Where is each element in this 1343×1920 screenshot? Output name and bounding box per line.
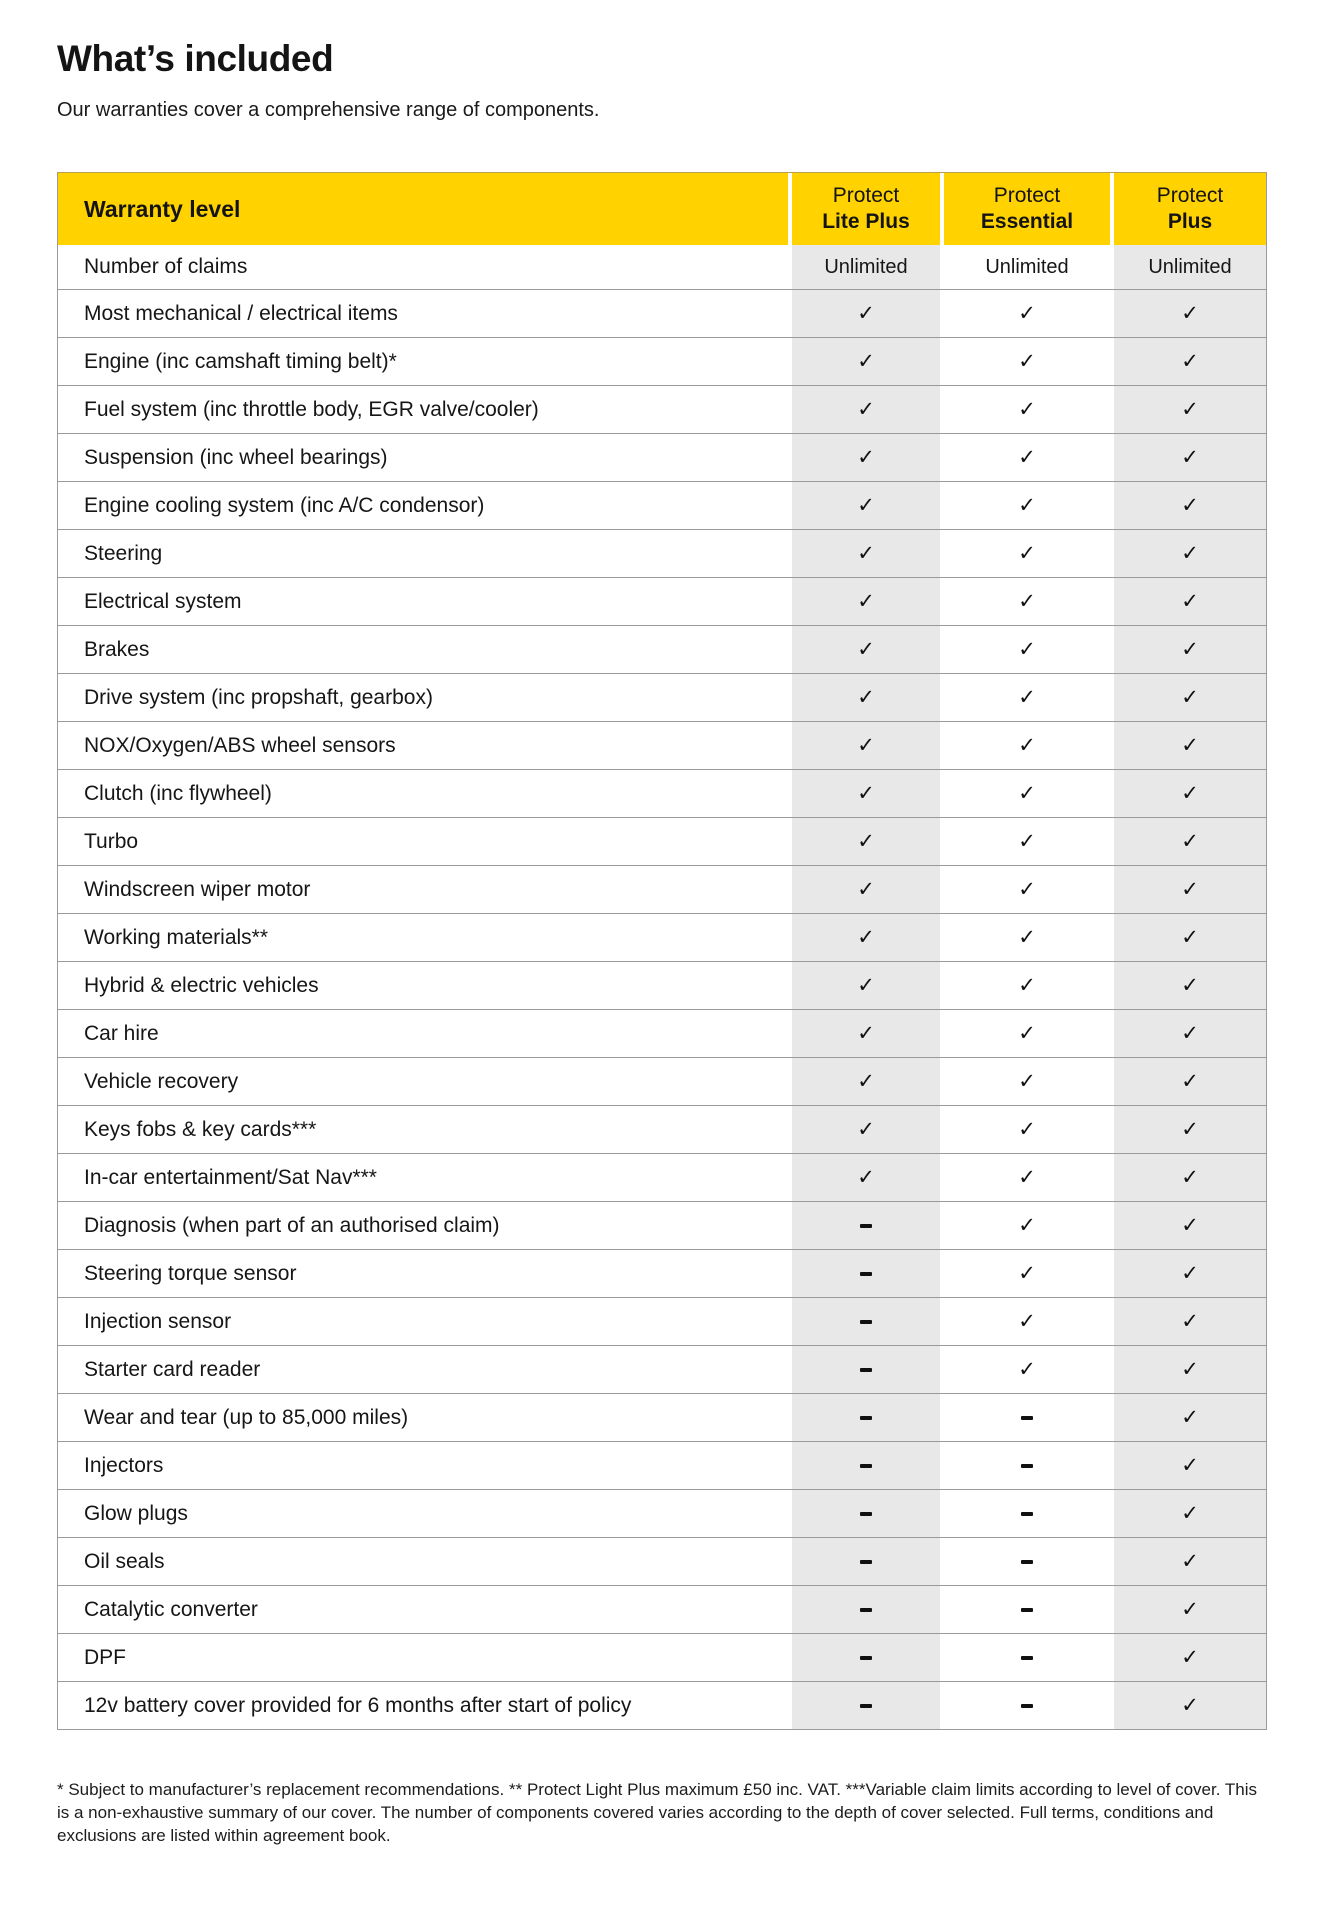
- plus-value-cell: Unlimited: [1114, 245, 1266, 289]
- feature-label: Windscreen wiper motor: [58, 866, 788, 913]
- check-icon: ✓: [1018, 1213, 1036, 1237]
- lite-plus-value-cell: [792, 1154, 940, 1201]
- feature-label: Catalytic converter: [58, 1586, 788, 1633]
- check-icon: ✓: [1181, 493, 1199, 517]
- feature-label: Suspension (inc wheel bearings): [58, 434, 788, 481]
- header-protect-plus: [1114, 173, 1266, 245]
- dash-icon: [1021, 1608, 1033, 1612]
- check-icon: ✓: [857, 1021, 875, 1045]
- table-row: [58, 577, 1266, 625]
- feature-label: Hybrid & electric vehicles: [58, 962, 788, 1009]
- table-row: [58, 1297, 1266, 1345]
- essential-value-cell: [944, 1634, 1110, 1681]
- table-header-row: [58, 173, 1266, 245]
- check-icon: ✓: [1018, 685, 1036, 709]
- lite-plus-value-cell: [792, 1634, 940, 1681]
- table-row: [58, 1249, 1266, 1297]
- check-icon: ✓: [857, 493, 875, 517]
- essential-value-cell: [944, 1394, 1110, 1441]
- table-row: [58, 1009, 1266, 1057]
- table-row: [58, 289, 1266, 337]
- check-icon: ✓: [1181, 589, 1199, 613]
- plus-value-cell: [1114, 1442, 1266, 1489]
- plus-value-cell: [1114, 626, 1266, 673]
- feature-label: Clutch (inc flywheel): [58, 770, 788, 817]
- essential-value-cell: [944, 914, 1110, 961]
- plus-value-cell: [1114, 1394, 1266, 1441]
- lite-plus-value-cell: [792, 1442, 940, 1489]
- plus-value-cell: [1114, 290, 1266, 337]
- check-icon: ✓: [1018, 1309, 1036, 1333]
- lite-plus-value-cell: [792, 1058, 940, 1105]
- dash-icon: [860, 1224, 872, 1228]
- lite-plus-value-cell: [792, 1250, 940, 1297]
- lite-plus-value-cell: [792, 674, 940, 721]
- check-icon: ✓: [1181, 1213, 1199, 1237]
- plus-value-cell: [1114, 722, 1266, 769]
- lite-plus-value-cell: [792, 818, 940, 865]
- plus-value-cell: [1114, 914, 1266, 961]
- check-icon: ✓: [1018, 1117, 1036, 1141]
- lite-plus-value-cell: [792, 626, 940, 673]
- check-icon: ✓: [1018, 1261, 1036, 1285]
- lite-plus-value-cell: [792, 386, 940, 433]
- feature-label: Diagnosis (when part of an authorised claim): [58, 1202, 788, 1249]
- check-icon: ✓: [1018, 781, 1036, 805]
- table-row: [58, 1201, 1266, 1249]
- lite-plus-value-cell: [792, 1106, 940, 1153]
- essential-value-cell: [944, 962, 1110, 1009]
- lite-plus-value-cell: [792, 290, 940, 337]
- lite-plus-value-cell: [792, 1010, 940, 1057]
- lite-plus-value-cell: [792, 1394, 940, 1441]
- check-icon: ✓: [1181, 973, 1199, 997]
- plus-value-cell: [1114, 1154, 1266, 1201]
- essential-value-cell: [944, 722, 1110, 769]
- table-row: [58, 1489, 1266, 1537]
- essential-value-cell: [944, 530, 1110, 577]
- check-icon: ✓: [1181, 301, 1199, 325]
- feature-label: Turbo: [58, 818, 788, 865]
- warranty-comparison-table: [57, 172, 1267, 1730]
- check-icon: ✓: [857, 1117, 875, 1141]
- check-icon: ✓: [1181, 1309, 1199, 1333]
- feature-label: Vehicle recovery: [58, 1058, 788, 1105]
- plus-value-cell: [1114, 482, 1266, 529]
- essential-value-cell: [944, 674, 1110, 721]
- feature-label: Number of claims: [58, 245, 788, 289]
- table-row: [58, 721, 1266, 769]
- check-icon: ✓: [857, 925, 875, 949]
- lite-plus-value-cell: [792, 1586, 940, 1633]
- check-icon: ✓: [1181, 1165, 1199, 1189]
- dash-icon: [860, 1416, 872, 1420]
- check-icon: ✓: [1018, 877, 1036, 901]
- check-icon: ✓: [857, 445, 875, 469]
- feature-label: 12v battery cover provided for 6 months after start of policy: [58, 1682, 788, 1729]
- check-icon: ✓: [857, 637, 875, 661]
- table-row: [58, 1153, 1266, 1201]
- lite-plus-value-cell: [792, 1538, 940, 1585]
- essential-value-cell: [944, 626, 1110, 673]
- plus-value-cell: [1114, 530, 1266, 577]
- check-icon: ✓: [1018, 829, 1036, 853]
- essential-value-cell: [944, 770, 1110, 817]
- check-icon: ✓: [1181, 877, 1199, 901]
- feature-label: In-car entertainment/Sat Nav***: [58, 1154, 788, 1201]
- check-icon: ✓: [1181, 1405, 1199, 1429]
- table-row: [58, 433, 1266, 481]
- check-icon: ✓: [1181, 349, 1199, 373]
- header-protect-plus-line2: Plus: [1167, 210, 1213, 233]
- check-icon: ✓: [857, 589, 875, 613]
- feature-label: DPF: [58, 1634, 788, 1681]
- essential-value-cell: [944, 434, 1110, 481]
- feature-label: Engine (inc camshaft timing belt)*: [58, 338, 788, 385]
- page-title: What’s included: [57, 38, 334, 79]
- essential-value-cell: [944, 1346, 1110, 1393]
- essential-value-cell: [944, 1106, 1110, 1153]
- essential-value-cell: [944, 1538, 1110, 1585]
- plus-value-cell: [1114, 1682, 1266, 1729]
- feature-label: Car hire: [58, 1010, 788, 1057]
- header-protect-essential-line2: Essential: [980, 210, 1074, 233]
- check-icon: ✓: [857, 733, 875, 757]
- check-icon: ✓: [1018, 349, 1036, 373]
- lite-plus-value-cell: [792, 1202, 940, 1249]
- lite-plus-value-cell: [792, 578, 940, 625]
- lite-plus-value-cell: [792, 770, 940, 817]
- feature-label: Oil seals: [58, 1538, 788, 1585]
- essential-value-cell: [944, 1202, 1110, 1249]
- table-row: [58, 245, 1266, 289]
- dash-icon: [860, 1608, 872, 1612]
- check-icon: ✓: [1181, 1357, 1199, 1381]
- check-icon: ✓: [857, 781, 875, 805]
- essential-value-cell: [944, 1682, 1110, 1729]
- check-icon: ✓: [1018, 1165, 1036, 1189]
- table-row: [58, 481, 1266, 529]
- lite-plus-value-cell: [792, 866, 940, 913]
- table-row: [58, 625, 1266, 673]
- check-icon: ✓: [1181, 685, 1199, 709]
- check-icon: ✓: [1181, 1549, 1199, 1573]
- dash-icon: [1021, 1464, 1033, 1468]
- check-icon: ✓: [1181, 637, 1199, 661]
- check-icon: ✓: [1181, 1453, 1199, 1477]
- check-icon: ✓: [1018, 1069, 1036, 1093]
- feature-label: Injection sensor: [58, 1298, 788, 1345]
- feature-label: Electrical system: [58, 578, 788, 625]
- table-row: [58, 1633, 1266, 1681]
- footnote: * Subject to manufacturer’s replacement recommendations. ** Protect Light Plus maximum £50 inc. VAT. ***Variable claim limits according to level of cover. This is a non-exhaustive summary of our cover. The number of components covered varies according to the depth of cover selected. Full terms, conditions and exclusions are listed within agreement book.: [57, 1780, 1257, 1846]
- feature-label: Wear and tear (up to 85,000 miles): [58, 1394, 788, 1441]
- feature-label: Glow plugs: [58, 1490, 788, 1537]
- plus-value-cell: [1114, 338, 1266, 385]
- check-icon: ✓: [1018, 445, 1036, 469]
- lite-plus-value-cell: [792, 530, 940, 577]
- feature-label: Most mechanical / electrical items: [58, 290, 788, 337]
- plus-value-cell: [1114, 866, 1266, 913]
- lite-plus-value-cell: [792, 1490, 940, 1537]
- plus-value-cell: [1114, 578, 1266, 625]
- plus-value-cell: [1114, 770, 1266, 817]
- check-icon: ✓: [857, 1069, 875, 1093]
- essential-value-cell: [944, 1154, 1110, 1201]
- check-icon: ✓: [1181, 1645, 1199, 1669]
- page-subtitle: Our warranties cover a comprehensive range of components.: [57, 99, 600, 121]
- check-icon: ✓: [1018, 973, 1036, 997]
- header-protect-lite-plus-line2: Lite Plus: [822, 210, 910, 233]
- table-row: [58, 1681, 1266, 1729]
- check-icon: ✓: [1181, 541, 1199, 565]
- dash-icon: [1021, 1512, 1033, 1516]
- check-icon: ✓: [1018, 733, 1036, 757]
- plus-value-cell: [1114, 1106, 1266, 1153]
- check-icon: ✓: [1181, 1117, 1199, 1141]
- lite-plus-value-cell: Unlimited: [792, 245, 940, 289]
- check-icon: ✓: [1018, 301, 1036, 325]
- feature-label: Fuel system (inc throttle body, EGR valve/cooler): [58, 386, 788, 433]
- lite-plus-value-cell: [792, 1298, 940, 1345]
- check-icon: ✓: [857, 877, 875, 901]
- feature-label: Starter card reader: [58, 1346, 788, 1393]
- check-icon: ✓: [1018, 589, 1036, 613]
- check-icon: ✓: [1181, 1501, 1199, 1525]
- table-row: [58, 913, 1266, 961]
- essential-value-cell: [944, 1298, 1110, 1345]
- header-warranty-level: [58, 173, 788, 245]
- essential-value-cell: [944, 386, 1110, 433]
- essential-value-cell: [944, 290, 1110, 337]
- plus-value-cell: [1114, 962, 1266, 1009]
- dash-icon: [1021, 1704, 1033, 1708]
- header-protect-essential-line1: Protect: [993, 184, 1061, 208]
- essential-value-cell: [944, 578, 1110, 625]
- feature-label: Steering: [58, 530, 788, 577]
- feature-label: Engine cooling system (inc A/C condensor): [58, 482, 788, 529]
- essential-value-cell: [944, 866, 1110, 913]
- dash-icon: [1021, 1560, 1033, 1564]
- header-protect-lite-plus-line1: Protect: [832, 184, 900, 208]
- table-body: [58, 245, 1266, 1729]
- plus-value-cell: [1114, 1202, 1266, 1249]
- plus-value-cell: [1114, 1058, 1266, 1105]
- check-icon: ✓: [1018, 541, 1036, 565]
- plus-value-cell: [1114, 434, 1266, 481]
- dash-icon: [1021, 1656, 1033, 1660]
- header-protect-essential: [944, 173, 1110, 245]
- dash-icon: [860, 1368, 872, 1372]
- check-icon: ✓: [857, 829, 875, 853]
- check-icon: ✓: [1181, 925, 1199, 949]
- essential-value-cell: [944, 1058, 1110, 1105]
- check-icon: ✓: [1018, 637, 1036, 661]
- lite-plus-value-cell: [792, 1682, 940, 1729]
- plus-value-cell: [1114, 1250, 1266, 1297]
- plus-value-cell: [1114, 1634, 1266, 1681]
- check-icon: ✓: [1181, 1597, 1199, 1621]
- dash-icon: [860, 1656, 872, 1660]
- table-row: [58, 673, 1266, 721]
- plus-value-cell: [1114, 1586, 1266, 1633]
- dash-icon: [1021, 1416, 1033, 1420]
- table-row: [58, 769, 1266, 817]
- table-row: [58, 1393, 1266, 1441]
- table-row: [58, 1057, 1266, 1105]
- feature-label: Injectors: [58, 1442, 788, 1489]
- check-icon: ✓: [857, 973, 875, 997]
- lite-plus-value-cell: [792, 914, 940, 961]
- check-icon: ✓: [1018, 1357, 1036, 1381]
- check-icon: ✓: [1018, 493, 1036, 517]
- lite-plus-value-cell: [792, 722, 940, 769]
- plus-value-cell: [1114, 818, 1266, 865]
- feature-label: Working materials**: [58, 914, 788, 961]
- check-icon: ✓: [1181, 733, 1199, 757]
- essential-value-cell: [944, 1250, 1110, 1297]
- feature-label: Brakes: [58, 626, 788, 673]
- table-row: [58, 337, 1266, 385]
- header-protect-plus-line1: Protect: [1156, 184, 1224, 208]
- essential-value-cell: [944, 1442, 1110, 1489]
- plus-value-cell: [1114, 1010, 1266, 1057]
- lite-plus-value-cell: [792, 434, 940, 481]
- feature-label: Drive system (inc propshaft, gearbox): [58, 674, 788, 721]
- check-icon: ✓: [1181, 445, 1199, 469]
- check-icon: ✓: [857, 685, 875, 709]
- essential-value-cell: [944, 1010, 1110, 1057]
- check-icon: ✓: [1181, 1069, 1199, 1093]
- plus-value-cell: [1114, 1298, 1266, 1345]
- feature-label: Keys fobs & key cards***: [58, 1106, 788, 1153]
- essential-value-cell: [944, 818, 1110, 865]
- table-row: [58, 961, 1266, 1009]
- table-row: [58, 385, 1266, 433]
- check-icon: ✓: [857, 1165, 875, 1189]
- check-icon: ✓: [1181, 397, 1199, 421]
- check-icon: ✓: [857, 349, 875, 373]
- table-row: [58, 1585, 1266, 1633]
- check-icon: ✓: [857, 397, 875, 421]
- check-icon: ✓: [1181, 781, 1199, 805]
- lite-plus-value-cell: [792, 962, 940, 1009]
- dash-icon: [860, 1272, 872, 1276]
- plus-value-cell: [1114, 386, 1266, 433]
- plus-value-cell: [1114, 1538, 1266, 1585]
- header-protect-lite-plus: [792, 173, 940, 245]
- plus-value-cell: [1114, 1346, 1266, 1393]
- plus-value-cell: [1114, 674, 1266, 721]
- check-icon: ✓: [857, 301, 875, 325]
- dash-icon: [860, 1464, 872, 1468]
- check-icon: ✓: [1181, 829, 1199, 853]
- dash-icon: [860, 1512, 872, 1516]
- table-row: [58, 865, 1266, 913]
- check-icon: ✓: [1018, 925, 1036, 949]
- plus-value-cell: [1114, 1490, 1266, 1537]
- essential-value-cell: [944, 482, 1110, 529]
- check-icon: ✓: [1181, 1693, 1199, 1717]
- check-icon: ✓: [857, 541, 875, 565]
- essential-value-cell: [944, 338, 1110, 385]
- dash-icon: [860, 1704, 872, 1708]
- check-icon: ✓: [1181, 1261, 1199, 1285]
- table-row: [58, 1441, 1266, 1489]
- lite-plus-value-cell: [792, 482, 940, 529]
- table-row: [58, 1105, 1266, 1153]
- lite-plus-value-cell: [792, 338, 940, 385]
- essential-value-cell: [944, 1586, 1110, 1633]
- table-row: [58, 1537, 1266, 1585]
- header-warranty-level-label: Warranty level: [84, 195, 241, 222]
- table-row: [58, 1345, 1266, 1393]
- essential-value-cell: Unlimited: [944, 245, 1110, 289]
- check-icon: ✓: [1018, 397, 1036, 421]
- check-icon: ✓: [1181, 1021, 1199, 1045]
- dash-icon: [860, 1560, 872, 1564]
- essential-value-cell: [944, 1490, 1110, 1537]
- check-icon: ✓: [1018, 1021, 1036, 1045]
- table-row: [58, 529, 1266, 577]
- feature-label: Steering torque sensor: [58, 1250, 788, 1297]
- table-row: [58, 817, 1266, 865]
- lite-plus-value-cell: [792, 1346, 940, 1393]
- feature-label: NOX/Oxygen/ABS wheel sensors: [58, 722, 788, 769]
- dash-icon: [860, 1320, 872, 1324]
